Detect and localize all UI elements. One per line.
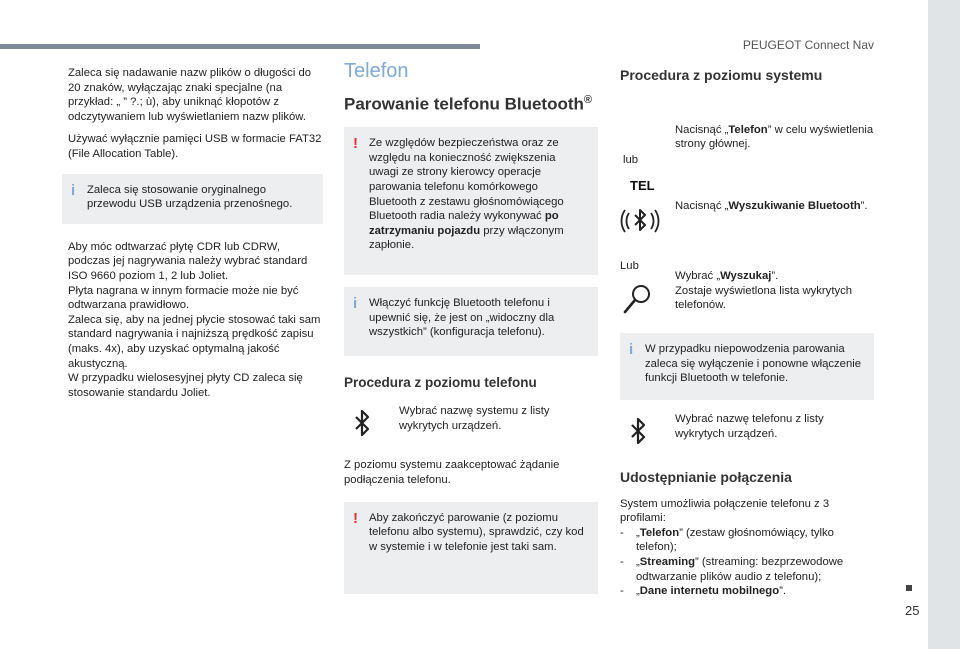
step-text-a: Wybrać „ [675,270,721,283]
profile-name: Dane internetu mobilnego [639,585,780,598]
info-note-text: Włączyć funkcję Bluetooth telefonu i upewnić się, że jest on „widoczny dla wszystkich” (konfiguracja telefonu). [369,297,555,339]
step-text-bold: Telefon [728,123,768,136]
step-text [675,123,874,152]
search-icon [620,281,656,317]
quote: „ [636,585,640,598]
column-1 [68,66,323,400]
info-note [62,174,323,224]
warning-icon: ! [353,509,358,527]
step-select-phone [620,412,874,456]
info-note-text: W przypadku niepowodzenia parowania zaleca się wyłączenie i ponowne włączenie funkcji Bluetooth w telefonie. [645,343,862,385]
warning-note [344,502,598,595]
warning-text: Ze względów bezpieczeństwa oraz ze względu na konieczność zwiększenia uwagi ze strony kierowcy operacje parowania telefonu komórkowego Bluetooth z zestawu głośnomówiącego Bluetooth radia należy wykonywać [369,137,564,223]
bluetooth-search-icon [620,201,660,241]
page-number: 25 [905,603,920,618]
info-icon: i [71,181,76,199]
paragraph: System umożliwia połączenie telefonu z 3 profilami: [620,497,830,525]
paragraph: Zaleca się nadawanie nazw plików o długości do 20 znaków, wyłączając znaki specjalne (na przykład: „ ” ?.; ù), aby uniknąć kłopotów z odczytywaniem lub wyświetlaniem nazw plików. [68,67,312,123]
profile-list [620,526,874,599]
profile-desc: ”. [779,585,787,598]
step-search [620,269,874,323]
quote: „ [636,555,640,568]
list-item [620,555,874,584]
page-marker [906,585,912,591]
or-label: Lub [620,259,639,272]
step-text-c: ”. [860,199,868,212]
phone-icon [620,97,656,127]
profile-name: Telefon [639,526,680,539]
step-text: Wybrać nazwę telefonu z listy wykrytych urządzeń. [675,412,824,440]
page-title-text: Parowanie telefonu Bluetooth [344,94,584,114]
info-note [620,333,874,400]
cd-text [68,240,323,401]
paragraph: Aby móc odtwarzać płytę CDR lub CDRW, podczas jej nagrywania należy wybrać standard ISO 9660 poziom 1, 2 lub Joliet. [68,240,308,282]
bluetooth-icon [620,414,656,450]
step-text-a: Nacisnąć „ [675,123,729,136]
info-note [344,287,598,356]
or-label: lub [623,153,639,166]
warning-text: Aby zakończyć parowanie (z poziomu telefonu albo systemu), sprawdzić, czy kod w systemie i w telefonie jest taki sam. [369,511,584,553]
paragraph: Używać wyłącznie pamięci USB w formacie FAT32 (File Allocation Table). [68,133,322,160]
list-item [620,526,874,555]
step-bluetooth-search [620,199,874,249]
step-text-d: Zostaje wyświetlona lista wykrytych telefonów. [675,284,853,312]
column-3 [620,68,874,599]
step-text [675,199,874,214]
tel-button-icon: TEL [630,177,655,193]
header-title: PEUGEOT Connect Nav [742,38,874,52]
info-icon: i [629,341,634,359]
step-text-c: ”. [771,270,779,283]
step-text: Wybrać nazwę systemu z listy wykrytych urządzeń. [399,405,550,432]
info-note-text: Zaleca się stosowanie oryginalnego przewodu USB urządzenia przenośnego. [87,183,293,211]
page-title [344,91,598,114]
step-text-c: ” w celu wyświetlenia strony głównej. [675,123,874,151]
profile-desc: ” (zestaw głośnomówiący, tylko telefon); [636,526,834,554]
column-2 [344,60,598,606]
paragraph: W przypadku wielosesyjnej płyty CD zaleca się stosowanie standardu Joliet. [68,372,303,399]
step-select-system [344,404,598,448]
step-text [675,269,874,313]
paragraph: Płyta nagrana w innym formacie może nie być odtwarzana prawidłowo. [68,284,299,312]
subsection-title: Procedura z poziomu telefonu [344,374,537,390]
list-dash: - [620,585,624,598]
section-title: Telefon [344,60,409,82]
step-text-a: Nacisnąć „ [675,199,729,212]
step-text-bold: Wyszukaj [720,270,772,283]
info-icon: i [353,295,358,312]
paragraph: Zaleca się, aby na jednej płycie stosować taki sam standard nagrywania i najniższą prędkość zapisu (maks. 4x), aby uzyskać optymalną jakość akustyczną. [68,313,321,370]
list-item [620,584,874,599]
warning-icon: ! [353,135,358,153]
warning-text-end: przy włączonym zapłonie. [369,224,564,252]
subsection-title: Procedura z poziomu systemu [620,67,823,83]
profile-name: Streaming [639,555,696,568]
profile-desc: ” (streaming: bezprzewodowe odtwarzanie plików audio z telefonu); [636,555,844,583]
paragraph: Z poziomu systemu zaakceptować żądanie podłączenia telefonu. [344,459,560,486]
warning-note [344,127,598,275]
step-text-bold: Wyszukiwanie Bluetooth [728,199,861,212]
step-phone [620,95,874,193]
header-bar [0,44,480,49]
list-dash: - [620,526,624,539]
subsection-title: Udostępnianie połączenia [620,468,792,485]
bluetooth-icon [344,406,380,442]
registered-mark: ® [583,93,593,106]
warning-bold-text: po zatrzymaniu pojazdu [369,210,559,237]
quote: „ [636,526,640,539]
side-strip [928,0,960,649]
list-dash: - [620,555,624,568]
